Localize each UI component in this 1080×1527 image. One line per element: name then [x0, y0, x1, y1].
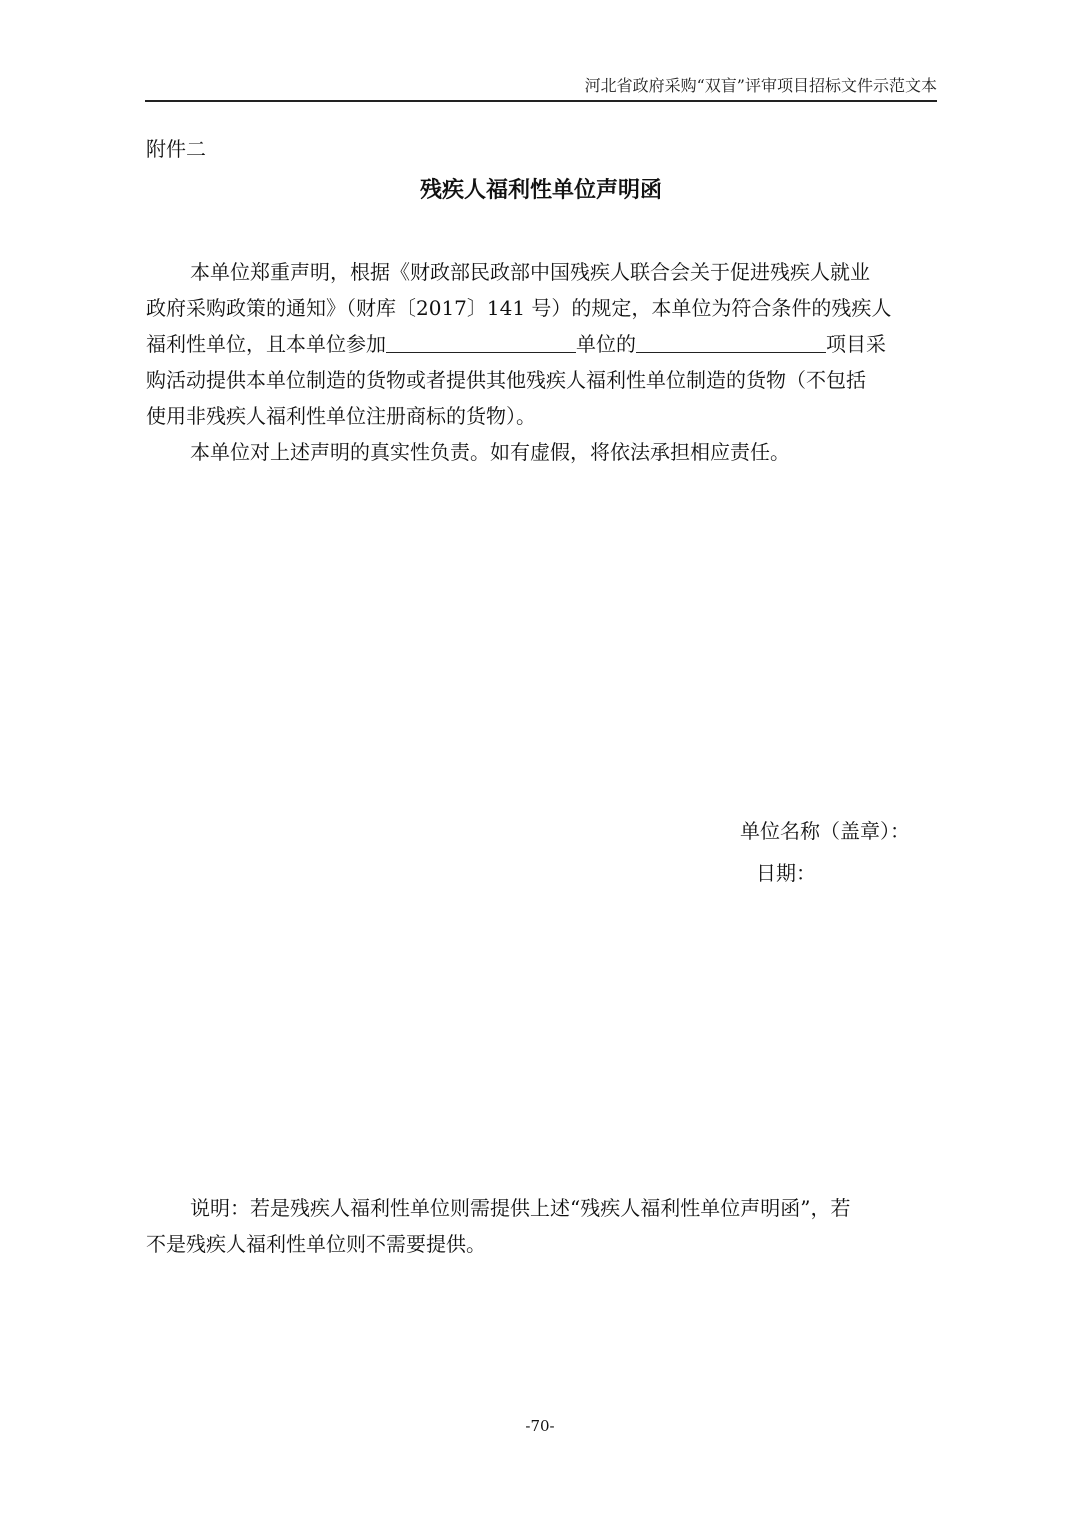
body-line-2: 政府采购政策的通知》（财库〔2017〕141 号）的规定，本单位为符合条件的残疾人: [146, 296, 892, 320]
body-line-1: 本单位郑重声明，根据《财政部民政部中国残疾人联合会关于促进残疾人就业: [190, 260, 870, 284]
project-blank-field[interactable]: [636, 332, 826, 353]
body-line-3-part-a: 福利性单位，且本单位参加: [146, 332, 386, 356]
body-line-4: 购活动提供本单位制造的货物或者提供其他残疾人福利性单位制造的货物（不包括: [146, 368, 866, 392]
body-line-5: 使用非残疾人福利性单位注册商标的货物）。: [146, 404, 536, 428]
body-line-6: 本单位对上述声明的真实性负责。如有虚假，将依法承担相应责任。: [190, 440, 790, 464]
unit-name-label: 单位名称（盖章）：: [740, 819, 910, 843]
document-title: 残疾人福利性单位声明函: [419, 177, 662, 203]
body-line-3-part-b: 单位的: [576, 332, 636, 356]
body-line-3-part-c: 项目采: [826, 332, 886, 356]
note-line-1: 说明：若是残疾人福利性单位则需提供上述“残疾人福利性单位声明函”，若: [190, 1196, 851, 1220]
page-header: [145, 74, 937, 102]
page-number: -70-: [525, 1417, 555, 1435]
purchaser-blank-field[interactable]: [386, 332, 576, 353]
date-label: 日期：: [756, 861, 816, 885]
body-line-3: [146, 326, 938, 362]
note: [146, 1190, 938, 1262]
header-title: 河北省政府采购“双盲”评审项目招标文件示范文本: [584, 76, 937, 95]
note-line-2: 不是残疾人福利性单位则不需要提供。: [146, 1232, 486, 1256]
declaration-body: [146, 254, 938, 470]
attachment-label: 附件二: [146, 137, 206, 161]
